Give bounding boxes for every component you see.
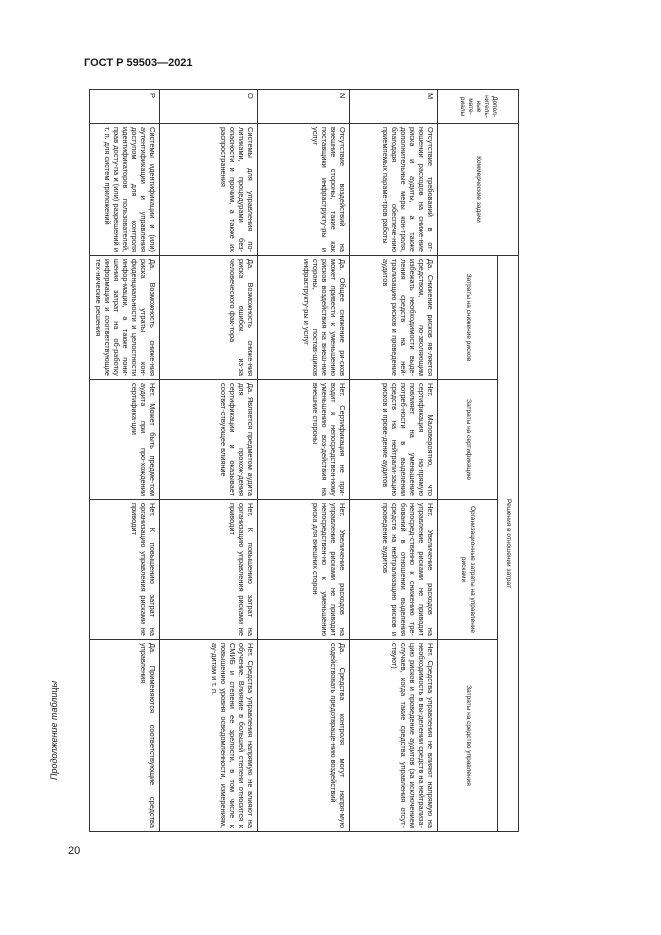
cell-task: Системы для управления по-литиками, процедурами без-опасности и прочим, а также их распространения [160,124,258,256]
cell-risk: Да. Возможность сниже-ния риска утраты кон-фиденциальности и целостности инфор-мации, а также пони-шения затрат на об-работку информации и соответствующие тех-нические решения [90,256,160,380]
table-row [350,90,438,832]
continuation-label: Продолжение таблицы [49,680,59,780]
cell-org: Нет. К повышению затрат на организацию управления рисками не приводит [90,500,160,640]
header-control: Затраты на средство управления [438,640,498,832]
cell-control: Да. Средства контроля могут напря-мую содействовать предотвраще-нию воздействий [258,640,350,832]
cell-cert: Нет. Маловероятно, что сертификация на-прямую повлияет на уменьшение потреб-ности в выделении средств на нейтрали-зацию рисков и прове-дение аудитов [350,380,438,500]
cell-control: Нет. Средства управления напрямую не влияют на обучение. Влияние в большей степени относится к СМИБ и степени ее зрелости, в том числе к повышению уровня осведомленности, измерениям, ау-дитам и т. п. [160,640,258,832]
cell-cert: Нет. Может быть предме-том аудита при про-хождении сертифика-ции [90,380,160,500]
row-id: M [350,90,438,124]
cost-decisions-table [89,89,519,832]
cell-risk: Да. Снижение рисков яв-ляется средством, по-зволяющим избежать необходимости выде-ления средств на ней-трализацию рисков и проведение аудитов [350,256,438,380]
cell-org: Нет. К повышению затрат на организацию управления рисками не приводит [160,500,258,640]
cell-risk: Да. Общее снижение ри-сков может привести к уменьшению рисков воздействия на внеш-ние стороны, постав-щиков инфраструкту-ры и услуг [258,256,350,380]
table-row [258,90,350,832]
rotated-table-container [89,89,519,831]
document-title: ГОСТ Р 59503—2021 [84,57,193,69]
header-task: Коммерческие задачи [438,124,519,256]
cell-task: Системы идентификации и (или) аутентификации и управления доступом для контроля идентификаторов пользователей, прав досту-па и (или) разрешений и т. п. для систем приложений [90,124,160,256]
cell-org: Нет. Увеличение расходов на управление рисками не приводит непосред-ственно к снижению тре-бований в отношении выделения средств на нейтрализацию рисков и проведение аудитов [350,500,438,640]
page-number: 20 [68,845,81,857]
cell-control: Нет. Средства управления не влияют напрямую на необходимость в вы-делении средств на нейтрализа-цию рисков и проведение аудитов (за исключением случаев, когда такие средства управления отсут-ствуют) [350,640,438,832]
table-row [90,90,160,832]
header-org: Организационные затраты на управление рисками [438,500,498,640]
cell-control: Да. Применяются соответствующие средства управления [90,640,160,832]
cell-task: Отсутствие требований в от-ношении расходов на сниже-ние риска и аудиты, а также дополнительные меры кон-троля, благодаря обеспече-нию приемлемых параме-тров работы [350,124,438,256]
row-id: P [90,90,160,124]
header-cert: Затраты на сертификацию [438,380,498,500]
cell-risk: Да. Возможность сниже-ния риска ошибок из-за человеческого фак-тора [160,256,258,380]
table-row [160,90,258,832]
row-id: N [258,90,350,124]
header-group: Решения в отношении затрат [498,256,519,832]
header-risk: Затраты на снижение рисков [438,256,498,380]
cell-cert: Да. Является предметом аудита для прохож-дения сертификации и оказывает соответ-ствующее влияние [160,380,258,500]
cell-org: Нет. Увеличение расходов на управление рисками не приводит непосредствен-но к уменьшению риска для внешних сторон [258,500,350,640]
cell-task: Отсутствие воздействий на внешние стороны, такие как поставщики инфраструкту-ры и услуг [258,124,350,256]
cell-cert: Нет. Сертификация не при-водит к непосредствен-ному уменьшению воз-действия на внешние стороны [258,380,350,500]
header-extra: Допол-нитель-ные мате-риалы [438,90,519,124]
row-id: O [160,90,258,124]
